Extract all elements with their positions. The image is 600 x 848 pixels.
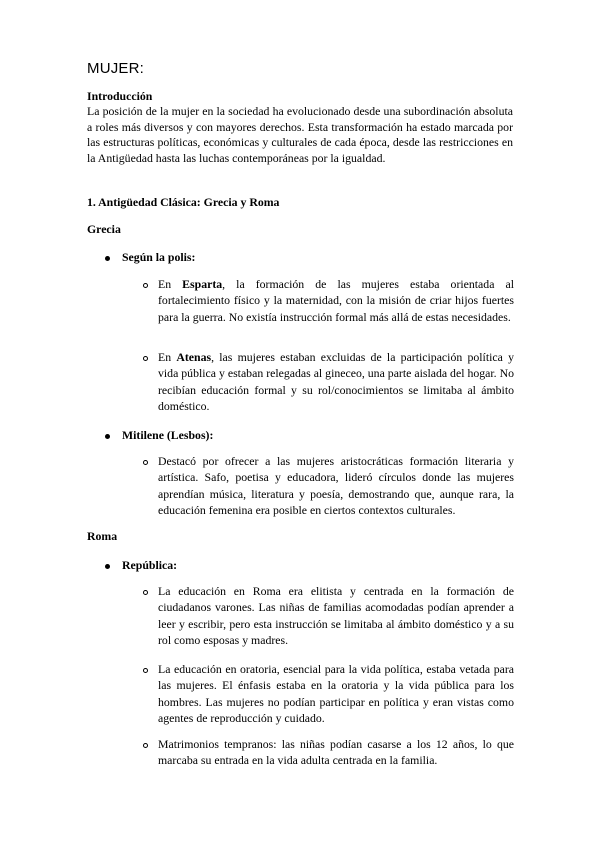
page-title: MUJER:: [87, 60, 145, 77]
sub-item-esparta: En Esparta, la formación de las mujeres estaba orientada al fortalecimiento físico y la maternidad, con la misión de criar hijos fuertes para la guerra. No existía instrucción formal más allá de estas necesidades.: [158, 277, 514, 324]
sub-item-safo: Destacó por ofrecer a las mujeres aristocráticas formación literaria y artística. Safo, poetisa y educadora, lideró círculos donde las mujeres aprendían música, literatura y poesía, demostrando que, aunque rara, la educación femenina era posible en ciertos contextos culturales.: [158, 454, 514, 517]
sub-bullet-icon: [143, 590, 148, 595]
grecia-heading: Grecia: [87, 222, 121, 236]
bullet-label-mitilene: Mitilene (Lesbos):: [122, 428, 214, 442]
term-atenas: Atenas: [176, 350, 212, 364]
bullet-icon: [105, 434, 110, 439]
sub-item-oratoria: La educación en oratoria, esencial para la vida política, estaba vetada para las mujeres. El énfasis estaba en la oratoria y la vida pública para los hombres. Las mujeres no podían participar en política y eran vistas como agentes de reproducción y cuidado.: [158, 662, 514, 725]
section1-heading: 1. Antigüedad Clásica: Grecia y Roma: [87, 195, 280, 209]
sub-bullet-icon: [143, 356, 148, 361]
bullet-label-polis: Según la polis:: [122, 250, 196, 264]
sub-bullet-icon: [143, 460, 148, 465]
sub-bullet-icon: [143, 668, 148, 673]
bullet-icon: [105, 564, 110, 569]
intro-heading: Introducción: [87, 89, 153, 103]
intro-paragraph: La posición de la mujer en la sociedad ha evolucionado desde una subordinación absoluta a roles más diversos y con mayores derechos. Esta transformación ha estado marcada por las estructuras políticas, económicas y culturales de cada época, desde las restricciones en la Antigüedad hasta las luchas contemporáneas por la igualdad.: [87, 104, 513, 165]
sub-item-educacion-elitista: La educación en Roma era elitista y centrada en la formación de ciudadanos varones. Las niñas de familias acomodadas podían aprender a leer y escribir, pero esta instrucción se limitaba al ámbito doméstico y a su rol como esposas y madres.: [158, 584, 514, 647]
term-esparta: Esparta: [182, 277, 223, 291]
sub-item-matrimonios: Matrimonios tempranos: las niñas podían casarse a los 12 años, lo que marcaba su entrada en la vida adulta centrada en la familia.: [158, 737, 514, 768]
sub-bullet-icon: [143, 283, 148, 288]
bullet-label-republica: República:: [122, 558, 178, 572]
sub-bullet-icon: [143, 743, 148, 748]
bullet-icon: [105, 256, 110, 261]
sub-item-atenas: En Atenas, las mujeres estaban excluidas de la participación política y vida pública y estaban relegadas al gineceo, una parte aislada del hogar. No recibían educación formal y su rol/conocimientos se limitaba al ámbito doméstico.: [158, 350, 514, 413]
roma-heading: Roma: [87, 529, 118, 543]
